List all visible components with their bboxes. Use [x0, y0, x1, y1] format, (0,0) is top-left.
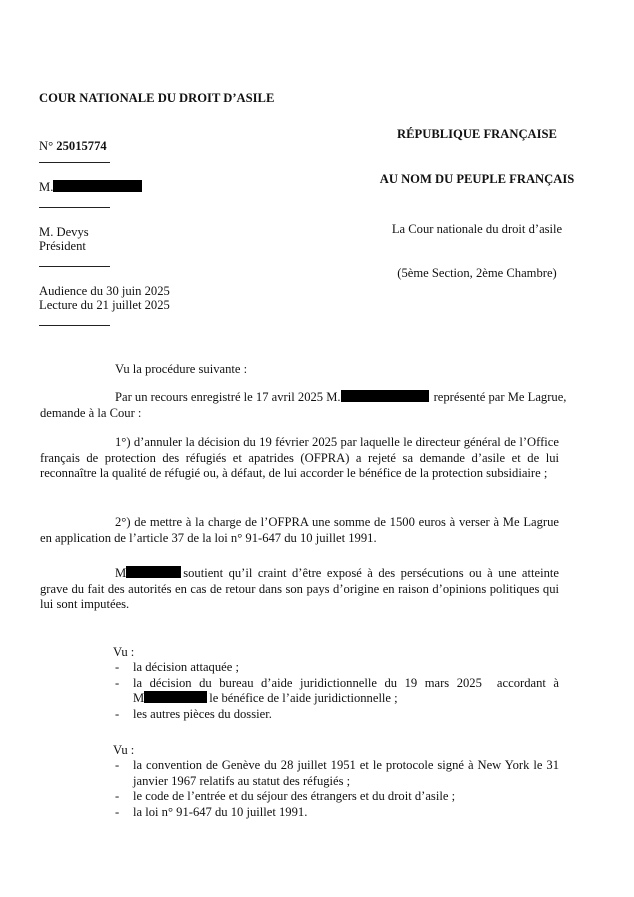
president-name: M. Devys	[39, 225, 89, 239]
separator	[39, 207, 110, 208]
redacted-name-block	[126, 566, 181, 578]
seen-1-list	[113, 660, 559, 722]
list-item-text: la convention de Genève du 28 juillet 1951 et le protocole signé à New York le 31 janvier 1967 relatifs au statut des réfugiés ;	[133, 758, 559, 788]
procedure-intro: Vu la procédure suivante :	[115, 362, 248, 376]
applicant-prefix: M.	[39, 180, 54, 194]
list-item-text: la décision attaquée ;	[133, 660, 239, 674]
redacted-name-block	[53, 180, 142, 192]
list-item-text: la loi n° 91-647 du 10 juillet 1991.	[133, 804, 308, 819]
list-item	[113, 805, 559, 821]
appeal-line-2: demande à la Cour :	[40, 406, 142, 420]
court-label: La Cour nationale du droit d’asile	[391, 222, 563, 236]
separator	[39, 325, 110, 326]
hearing-date: Audience du 30 juin 2025	[39, 284, 170, 298]
dash-bullet: -	[115, 706, 120, 721]
claim-paragraph	[40, 566, 559, 613]
applicant-name	[39, 180, 142, 195]
case-number-value: 25015774	[56, 139, 107, 153]
republic-heading: RÉPUBLIQUE FRANÇAISE	[397, 127, 557, 141]
aid-text: le bénéfice de l’aide juridictionnelle ;	[209, 691, 398, 706]
chamber-label: (5ème Section, 2ème Chambre)	[397, 266, 557, 280]
request-1	[40, 435, 559, 482]
dash-bullet: -	[115, 789, 120, 804]
dash-bullet: -	[115, 804, 120, 819]
list-item	[113, 789, 559, 805]
appeal-line-1	[115, 390, 567, 405]
reading-date: Lecture du 21 juillet 2025	[39, 298, 170, 312]
separator	[39, 266, 110, 267]
list-item	[113, 660, 559, 676]
list-item	[113, 676, 559, 707]
redacted-name-block	[341, 390, 429, 402]
dash-bullet: -	[115, 660, 120, 674]
separator	[39, 162, 110, 163]
list-item	[113, 707, 559, 723]
redacted-name-block	[144, 691, 207, 703]
case-number	[39, 139, 107, 154]
president-title: Président	[39, 239, 86, 253]
claim-prefix: M	[115, 566, 127, 580]
aid-prefix: M	[133, 691, 145, 706]
request-1-text: 1°) d’annuler la décision du 19 février 2025 par laquelle le directeur général de l’Office français de protection des réfugiés et apatrides (OFPRA) a rejeté sa demande d’asile et de lui reconnaître la qualité de réfugié ou, à défaut, de lui accorder le bénéfice de la protection subsidiaire ;	[40, 435, 559, 481]
court-name: COUR NATIONALE DU DROIT D’ASILE	[39, 91, 275, 105]
list-item-text: les autres pièces du dossier.	[133, 706, 272, 721]
appeal-text-before: Par un recours enregistré le 17 avril 2025 M.	[115, 390, 341, 404]
dash-bullet: -	[115, 675, 120, 690]
seen-2-list	[113, 758, 559, 820]
people-heading: AU NOM DU PEUPLE FRANÇAIS	[379, 172, 575, 186]
list-item-text: la décision du bureau d’aide juridictionnelle du 19 mars 2025 accordant à	[133, 675, 559, 690]
seen-2-title: Vu :	[113, 743, 135, 757]
seen-1-title: Vu :	[113, 645, 135, 659]
request-2-text: 2°) de mettre à la charge de l’OFPRA une somme de 1500 euros à verser à Me Lagrue en application de l’article 37 de la loi n° 91-647 du 10 juillet 1991.	[40, 515, 559, 545]
case-number-prefix: N°	[39, 139, 54, 153]
list-item-continuation	[133, 691, 559, 707]
list-item	[113, 758, 559, 789]
claim-text: soutient qu’il craint d’être exposé à des persécutions ou à une atteinte grave du fait des autorités en cas de retour dans son pays d’origine en raison d’opinions politiques qui lui sont imputées.	[40, 566, 559, 612]
request-2	[40, 515, 559, 546]
appeal-text-after: représenté par Me Lagrue,	[433, 390, 567, 404]
list-item-text: le code de l’entrée et du séjour des étrangers et du droit d’asile ;	[133, 789, 456, 804]
dash-bullet: -	[115, 758, 120, 772]
